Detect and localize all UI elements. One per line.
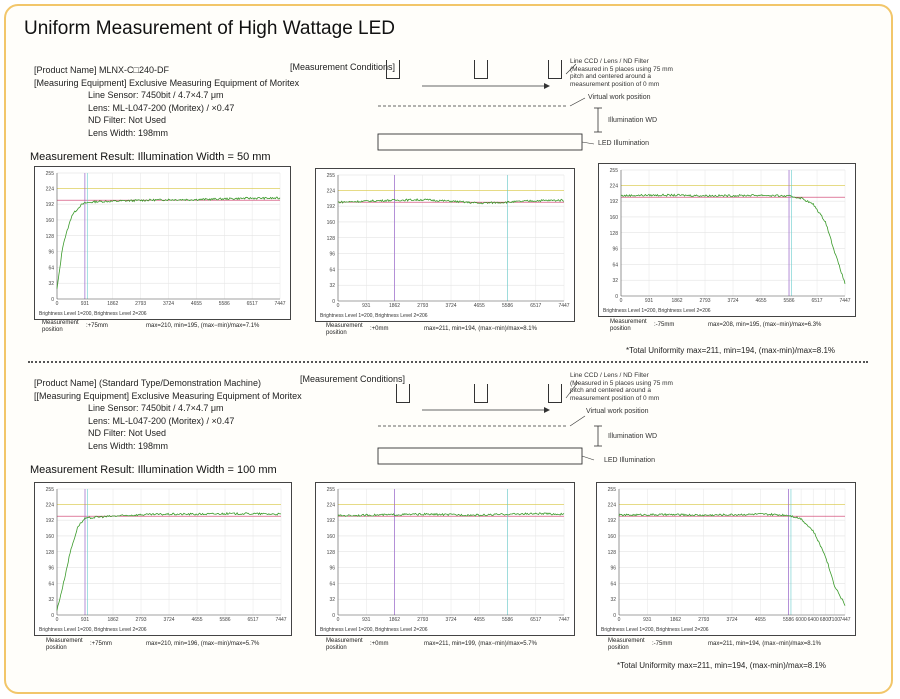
- sensor-bracket: [548, 384, 562, 403]
- brightness-legend: Brightness Level 1=200, Brightness Level 2=206: [603, 308, 711, 314]
- x-tick-label: 3724: [162, 301, 175, 307]
- y-tick-label: 192: [607, 518, 616, 525]
- y-tick-label: 160: [45, 217, 54, 224]
- uniformity-chart: [596, 482, 856, 636]
- y-tick-label: 224: [45, 502, 54, 509]
- y-tick-label: 224: [607, 502, 616, 509]
- x-tick-label: 5586: [218, 301, 230, 307]
- sensor-bracket: [474, 384, 488, 403]
- x-tick-label: 5586: [782, 617, 795, 623]
- x-tick-label: 931: [80, 301, 90, 307]
- y-tick-label: 160: [326, 219, 335, 226]
- sensor-bracket: [386, 60, 400, 79]
- x-tick-label: 1862: [671, 298, 683, 304]
- total-uniformity-2: *Total Uniformity max=211, min=194, (max-min)/max=8.1%: [617, 661, 827, 670]
- y-tick-label: 128: [609, 230, 618, 237]
- brightness-legend: Brightness Level 1=200, Brightness Level 2=206: [39, 311, 147, 317]
- y-tick-label: 128: [45, 549, 54, 556]
- y-tick-label: 0: [51, 613, 54, 619]
- y-tick-label: 224: [609, 183, 618, 190]
- section-divider: [28, 361, 868, 363]
- x-tick-label: 7447: [274, 301, 286, 307]
- line-sensor: Line Sensor: 7450bit / 4.7×4.7 μm: [88, 403, 224, 413]
- y-tick-label: 255: [326, 173, 335, 179]
- x-tick-label: 931: [643, 617, 652, 623]
- y-tick-label: 64: [48, 265, 54, 272]
- x-tick-label: 5586: [501, 617, 514, 623]
- brightness-legend: Brightness Level 1=200, Brightness Level 2=206: [39, 627, 147, 633]
- x-tick-label: 7447: [839, 617, 851, 623]
- x-tick-label: 3724: [163, 617, 175, 623]
- y-tick-label: 0: [51, 297, 54, 303]
- y-tick-label: 96: [48, 249, 54, 256]
- x-tick-label: 0: [617, 617, 621, 623]
- x-tick-label: 6800: [819, 617, 831, 623]
- y-tick-label: 255: [45, 171, 54, 177]
- measuring-equipment: [Measuring Equipment] Exclusive Measuring Equipment of Moritex: [34, 77, 300, 88]
- measurement-row: Measurement position :-75mm max=211, min=194, (max−min)/max=8.1%: [608, 638, 821, 651]
- ccd-note: Line CCD / Lens / ND Filter (Measured in 5 places using 75 mm pitch and centered around a measurement position of 0 mm: [570, 58, 673, 88]
- illumination-wd-label: Illumination WD: [608, 117, 658, 124]
- y-tick-label: 192: [45, 202, 54, 209]
- x-tick-label: 6517: [247, 617, 259, 623]
- x-tick-label: 931: [644, 298, 654, 304]
- measurement-row: Measurement position :+0mm max=211, min=199, (max−min)/max=5.7%: [326, 638, 537, 651]
- lens-width: Lens Width: 198mm: [88, 127, 169, 138]
- x-tick-label: 7447: [558, 303, 570, 309]
- spec-block-1: [34, 64, 299, 139]
- nd-filter: ND Filter: Not Used: [88, 428, 167, 438]
- x-tick-label: 1862: [107, 301, 119, 307]
- y-tick-label: 192: [326, 204, 335, 211]
- x-tick-label: 7100: [828, 617, 841, 623]
- y-tick-label: 0: [332, 299, 335, 305]
- brightness-legend: Brightness Level 1=200, Brightness Level 2=206: [320, 313, 428, 319]
- x-tick-label: 4655: [754, 617, 766, 623]
- sensor-bracket: [474, 60, 488, 79]
- product-name: [Product Name] MLNX-C□240-DF: [34, 65, 169, 75]
- uniformity-chart: [34, 166, 291, 320]
- x-tick-label: 0: [55, 617, 59, 623]
- y-tick-label: 192: [609, 199, 618, 206]
- y-tick-label: 128: [326, 235, 335, 242]
- x-tick-label: 2793: [135, 617, 147, 623]
- total-uniformity-1: *Total Uniformity max=211, min=194, (max-min)/max=8.1%: [626, 346, 836, 355]
- x-tick-label: 6517: [530, 303, 542, 309]
- x-tick-label: 931: [362, 617, 371, 623]
- y-tick-label: 255: [609, 168, 618, 174]
- page-title: Uniform Measurement of High Wattage LED: [24, 18, 396, 39]
- x-tick-label: 4655: [190, 301, 202, 307]
- chart-svg: [316, 169, 574, 321]
- measurement-row: Measurement position :+75mm max=210, min=195, (max−min)/max=7.1%: [42, 320, 260, 333]
- lens: Lens: ML-L047-200 (Moritex) / ×0.47: [88, 415, 235, 426]
- y-tick-label: 255: [45, 487, 54, 493]
- uniformity-chart: [315, 168, 575, 322]
- y-tick-label: 32: [329, 597, 335, 604]
- x-tick-label: 6517: [246, 301, 258, 307]
- y-tick-label: 160: [326, 533, 335, 540]
- x-tick-label: 2793: [699, 298, 711, 304]
- x-tick-label: 1862: [107, 617, 119, 623]
- led-illumination-label: LED Illumination: [598, 140, 649, 147]
- x-tick-label: 931: [80, 617, 90, 623]
- chart-svg: [599, 164, 855, 316]
- lens: Lens: ML-L047-200 (Moritex) / ×0.47: [88, 102, 235, 113]
- y-tick-label: 160: [45, 533, 54, 540]
- line-sensor: Line Sensor: 7450bit / 4.7×4.7 μm: [88, 90, 224, 100]
- x-tick-label: 0: [55, 301, 59, 307]
- y-tick-label: 160: [609, 214, 618, 221]
- x-tick-label: 931: [362, 303, 371, 309]
- x-tick-label: 3724: [726, 617, 738, 623]
- x-tick-label: 0: [619, 298, 623, 304]
- y-tick-label: 160: [607, 533, 616, 540]
- y-tick-label: 96: [612, 246, 618, 253]
- x-tick-label: 1862: [669, 617, 682, 623]
- nd-filter: ND Filter: Not Used: [88, 115, 167, 125]
- x-tick-label: 0: [336, 617, 340, 623]
- y-tick-label: 0: [615, 294, 618, 300]
- chart-svg: [597, 483, 855, 635]
- y-tick-label: 64: [329, 581, 335, 588]
- y-tick-label: 192: [45, 518, 54, 525]
- conditions-label: [Measurement Conditions]: [290, 62, 396, 72]
- x-tick-label: 4655: [473, 303, 485, 309]
- y-tick-label: 32: [329, 283, 335, 290]
- x-tick-label: 2793: [417, 303, 429, 309]
- conditions-label: [Measurement Conditions]: [300, 374, 406, 384]
- x-tick-label: 1862: [388, 303, 401, 309]
- y-tick-label: 32: [612, 278, 618, 285]
- x-tick-label: 6000: [795, 617, 807, 623]
- x-tick-label: 0: [336, 303, 340, 309]
- x-tick-label: 5586: [783, 298, 795, 304]
- measurement-row: Measurement position :+75mm max=210, min=196, (max−min)/max=5.7%: [46, 638, 260, 651]
- product-name: [Product Name] (Standard Type/Demonstration Machine): [34, 378, 261, 388]
- x-tick-label: 3724: [445, 303, 457, 309]
- virtual-work-label: Virtual work position: [586, 408, 649, 415]
- y-tick-label: 96: [329, 565, 335, 572]
- sensor-bracket: [396, 384, 410, 403]
- virtual-work-label: Virtual work position: [588, 94, 651, 101]
- conditions-diagram-1: [290, 58, 673, 158]
- x-tick-label: 3724: [727, 298, 739, 304]
- measurement-row: Measurement position :+0mm max=211, min=194, (max−min)/max=8.1%: [326, 323, 537, 336]
- x-tick-label: 4655: [755, 298, 767, 304]
- x-tick-label: 7447: [275, 617, 287, 623]
- measuring-equipment: [[Measuring Equipment] Exclusive Measuring Equipment of Moritex: [34, 390, 302, 401]
- y-tick-label: 255: [326, 487, 335, 493]
- sensor-bracket: [548, 60, 562, 79]
- lens-width: Lens Width: 198mm: [88, 440, 169, 451]
- y-tick-label: 128: [326, 549, 335, 556]
- result-title-2: Measurement Result: Illumination Width = 100 mm: [30, 464, 277, 476]
- y-tick-label: 224: [326, 502, 335, 509]
- y-tick-label: 224: [326, 188, 335, 195]
- uniformity-chart: [315, 482, 575, 636]
- measurement-row: Measurement position :-75mm max=208, min=195, (max−min)/max=6.3%: [610, 319, 822, 332]
- x-tick-label: 1862: [388, 617, 401, 623]
- y-tick-label: 96: [48, 565, 54, 572]
- brightness-legend: Brightness Level 1=200, Brightness Level 2=206: [601, 627, 709, 633]
- x-tick-label: 4655: [191, 617, 203, 623]
- spec-block-2: [34, 377, 302, 452]
- x-tick-label: 5586: [501, 303, 514, 309]
- y-tick-label: 96: [610, 565, 616, 572]
- y-tick-label: 32: [48, 597, 54, 604]
- led-illumination-label: LED Illumination: [604, 457, 655, 464]
- x-tick-label: 6400: [807, 617, 819, 623]
- y-tick-label: 64: [612, 262, 618, 269]
- chart-svg: [35, 483, 291, 635]
- illumination-wd-label: Illumination WD: [608, 433, 658, 440]
- x-tick-label: 7447: [558, 617, 570, 623]
- y-tick-label: 255: [607, 487, 616, 493]
- y-tick-label: 64: [48, 581, 54, 588]
- y-tick-label: 64: [329, 267, 335, 274]
- x-tick-label: 5586: [219, 617, 231, 623]
- x-tick-label: 4655: [473, 617, 485, 623]
- y-tick-label: 96: [329, 251, 335, 258]
- y-tick-label: 128: [607, 549, 616, 556]
- y-tick-label: 64: [610, 581, 616, 588]
- result-title-1: Measurement Result: Illumination Width = 50 mm: [30, 151, 271, 163]
- x-tick-label: 6517: [530, 617, 542, 623]
- y-tick-label: 32: [610, 597, 616, 604]
- uniformity-chart: [598, 163, 856, 317]
- x-tick-label: 3724: [445, 617, 457, 623]
- y-tick-label: 224: [45, 186, 54, 193]
- y-tick-label: 128: [45, 233, 54, 240]
- conditions-diagram-2: [300, 370, 673, 470]
- ccd-note: Line CCD / Lens / ND Filter (Measured in 5 places using 75 mm pitch and centered around a measurement position of 0 mm: [570, 372, 673, 402]
- y-tick-label: 192: [326, 518, 335, 525]
- x-tick-label: 2793: [135, 301, 147, 307]
- chart-svg: [316, 483, 574, 635]
- y-tick-label: 0: [332, 613, 335, 619]
- y-tick-label: 0: [613, 613, 616, 619]
- x-tick-label: 6517: [811, 298, 823, 304]
- y-tick-label: 32: [48, 281, 54, 288]
- x-tick-label: 2793: [698, 617, 710, 623]
- brightness-legend: Brightness Level 1=200, Brightness Level 2=206: [320, 627, 428, 633]
- chart-svg: [35, 167, 290, 319]
- uniformity-chart: [34, 482, 292, 636]
- x-tick-label: 2793: [417, 617, 429, 623]
- x-tick-label: 7447: [839, 298, 851, 304]
